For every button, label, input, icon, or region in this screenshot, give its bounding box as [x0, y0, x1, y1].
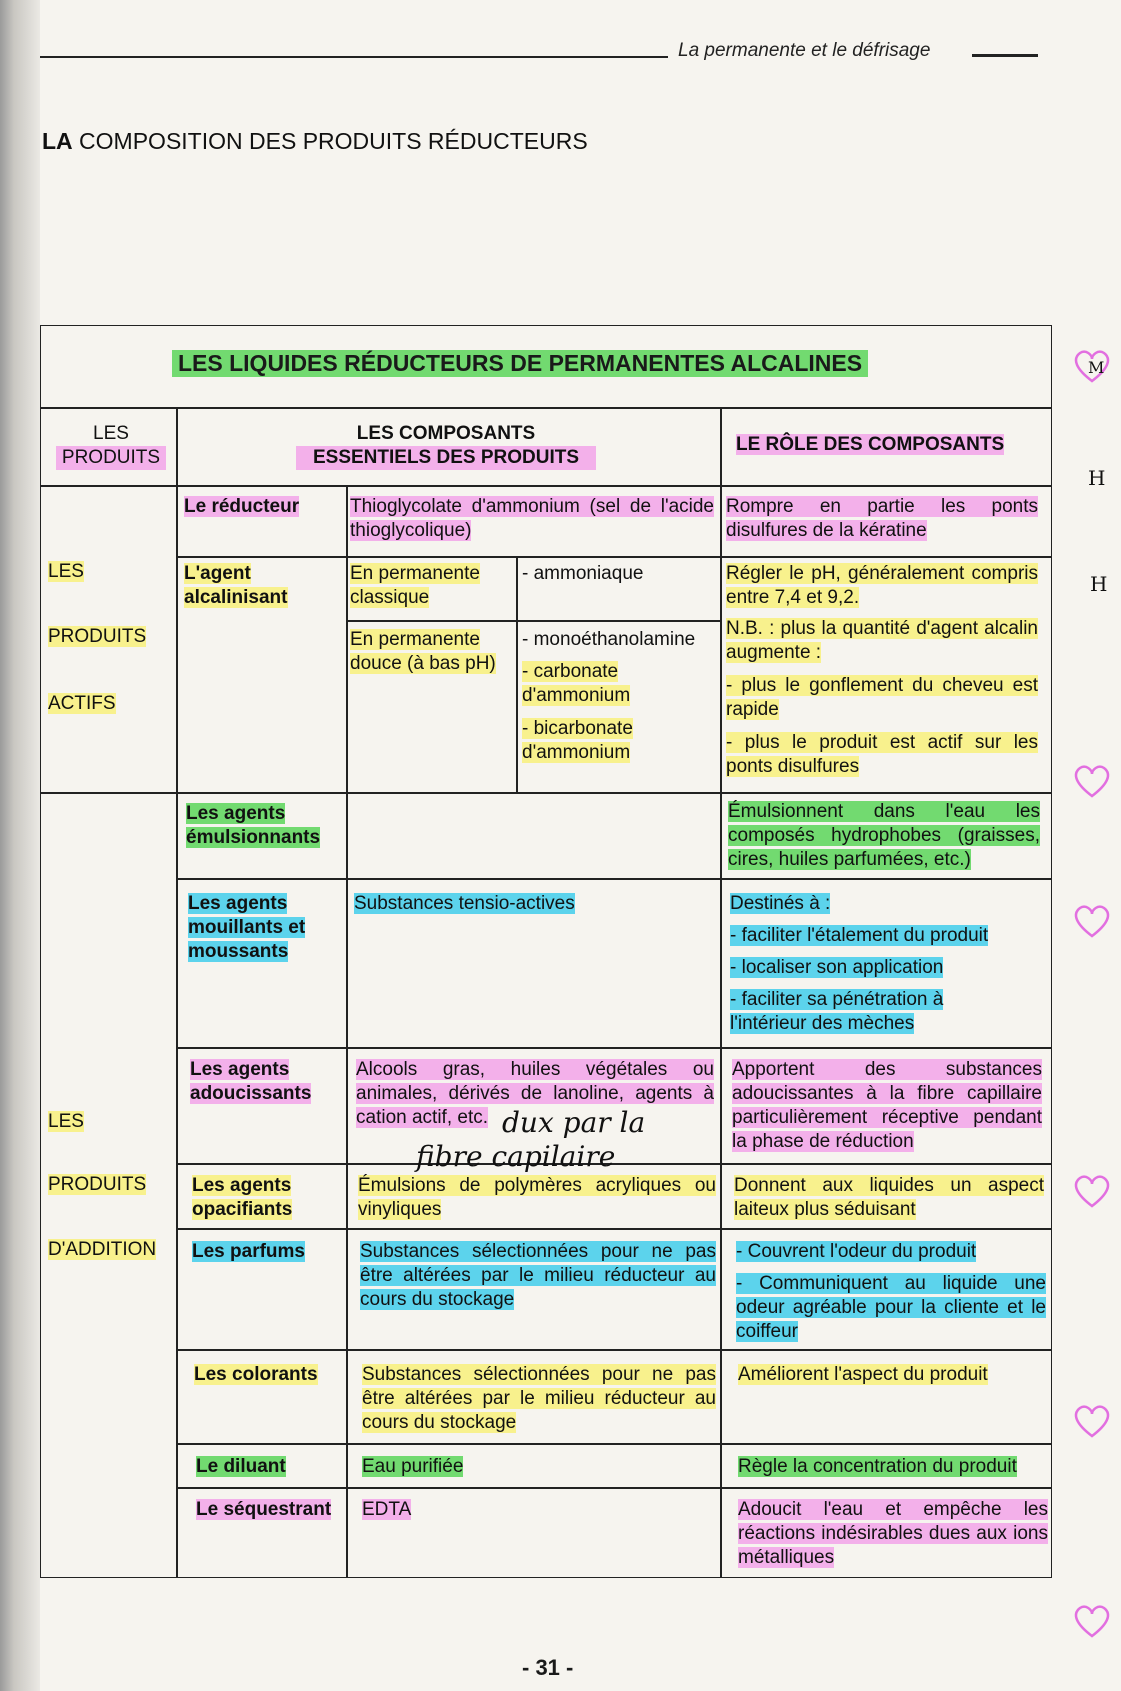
section-title: [42, 128, 588, 155]
heart-doodle-icon: [1072, 900, 1112, 940]
row-parfums-role1: - Couvrent l'odeur du produit: [736, 1241, 977, 1262]
row-mouillants-role3: - faciliter sa pénétration à l'intérieur des mèches: [730, 989, 944, 1034]
handwritten-note-2: fibre capilaire: [416, 1140, 616, 1173]
row-alcalinisant-douce: En permanente douce (à bas pH): [350, 629, 496, 674]
section-title-prefix: LA: [42, 128, 73, 154]
heart-doodle-icon: [1072, 1400, 1112, 1440]
row-reducteur-composant: Thioglycolate d'ammonium (sel de l'acide thioglycolique): [350, 496, 714, 541]
row-parfums-composant: Substances sélectionnées pour ne pas être altérées par le milieu réducteur au cours du stockage: [360, 1241, 716, 1310]
margin-mark-1: M: [1088, 358, 1105, 377]
group-actifs-3: ACTIFS: [48, 693, 116, 714]
row-sequestrant-name: Le séquestrant: [196, 1499, 332, 1520]
heart-doodle-icon: [1072, 760, 1112, 800]
col-line-sub: [516, 556, 518, 792]
row-alcalinisant-classique-sub: - ammoniaque: [522, 563, 644, 584]
row-sequestrant-role: Adoucit l'eau et empêche les réactions indésirables dues aux ions métalliques: [738, 1499, 1048, 1568]
heart-doodle-icon: [1072, 1170, 1112, 1210]
row-mouillants-composant: Substances tensio-actives: [354, 893, 575, 914]
row-emulsionnants-role: Émulsionnent dans l'eau les composés hydrophobes (graisses, cires, huiles parfumées, etc.): [728, 801, 1040, 870]
row-alcalinisant-douce-sub1: - monoéthanolamine: [522, 629, 696, 650]
row-line-1: [176, 556, 1052, 558]
row-line-3: [176, 878, 1052, 880]
row-alcalinisant-douce-sub2: - carbonate d'ammonium: [522, 661, 631, 706]
row-line-6: [176, 1228, 1052, 1230]
header-composants-line1: LES COMPOSANTS: [356, 423, 536, 444]
section-title-text: COMPOSITION DES PRODUITS RÉDUCTEURS: [72, 128, 588, 154]
row-parfums-role2: - Communiquent au liquide une odeur agréable pour la cliente et le coiffeur: [736, 1273, 1046, 1342]
row-sequestrant-composant: EDTA: [362, 1499, 412, 1520]
row-colorants-composant: Substances sélectionnées pour ne pas être altérées par le milieu réducteur au cours du stockage: [362, 1364, 716, 1433]
row-mouillants-role-intro: Destinés à :: [730, 893, 831, 914]
header-composants-line2: ESSENTIELS DES PRODUITS: [296, 446, 596, 470]
row-alcalinisant-role1: Régler le pH, généralement compris entre 7,4 et 9,2.: [726, 563, 1038, 608]
row-adoucissants-composant: Alcools gras, huiles végétales ou animales, dérivés de lanoline, agents à cation actif, etc.: [356, 1059, 714, 1128]
header-role: [736, 433, 1036, 457]
row-reducteur-role: Rompre en partie les ponts disulfures de la kératine: [726, 496, 1038, 541]
group-addition-1: LES: [48, 1111, 84, 1132]
row-opacifiants-name: Les agents opacifiants: [192, 1175, 293, 1220]
table-banner: LES LIQUIDES RÉDUCTEURS DE PERMANENTES ALCALINES: [172, 350, 868, 377]
col-line-1: [176, 407, 178, 1578]
row-diluant-role: Règle la concentration du produit: [738, 1456, 1017, 1477]
row-alcalinisant-role2: N.B. : plus la quantité d'agent alcalin augmente :: [726, 618, 1038, 663]
book-binding-shadow: [0, 0, 40, 1691]
row-line-8: [176, 1443, 1052, 1445]
row-line-sub: [346, 620, 720, 622]
margin-mark-2: H: [1088, 466, 1106, 490]
header-produits-line2: PRODUITS: [56, 446, 166, 470]
row-colorants-name: Les colorants: [194, 1364, 318, 1385]
margin-mark-3: H: [1090, 572, 1108, 596]
row-colorants-role: Améliorent l'aspect du produit: [738, 1364, 988, 1385]
row-alcalinisant-douce-sub3: - bicarbonate d'ammonium: [522, 718, 633, 763]
row-opacifiants-role: Donnent aux liquides un aspect laiteux plus séduisant: [734, 1175, 1044, 1220]
header-composants: [296, 422, 596, 470]
running-title: La permanente et le défrisage: [678, 40, 931, 61]
group-actifs-1: LES: [48, 561, 84, 582]
row-mouillants-name: Les agents mouillants et moussants: [188, 893, 306, 962]
group-addition-3: D'ADDITION: [48, 1239, 157, 1260]
row-diluant-name: Le diluant: [196, 1456, 286, 1477]
handwritten-note-1: dux par la: [502, 1106, 646, 1139]
row-line-7: [176, 1349, 1052, 1351]
header-role-text: LE RÔLE DES COMPOSANTS: [736, 434, 1005, 455]
row-alcalinisant-role3: - plus le gonflement du cheveu est rapide: [726, 675, 1038, 720]
page-number: - 31 -: [522, 1655, 574, 1680]
heart-doodle-icon: [1072, 1600, 1112, 1640]
row-emulsionnants-name: Les agents émulsionnants: [186, 803, 321, 848]
row-line-2: [40, 792, 1052, 794]
row-alcalinisant-name: L'agent alcalinisant: [184, 563, 288, 608]
header-produits: [56, 422, 166, 470]
row-adoucissants-role: Apportent des substances adoucissantes à la fibre capillaire particulièrement réceptive pendant la phase de réduction: [732, 1059, 1042, 1152]
col-line-3: [720, 407, 722, 1578]
row-line-banner: [40, 407, 1052, 409]
row-reducteur-name: Le réducteur: [184, 496, 300, 517]
group-addition-2: PRODUITS: [48, 1174, 147, 1195]
row-line-header: [40, 485, 1052, 487]
row-mouillants-role2: - localiser son application: [730, 957, 944, 978]
row-opacifiants-composant: Émulsions de polymères acryliques ou vinyliques: [358, 1175, 716, 1220]
row-line-4: [176, 1047, 1052, 1049]
row-mouillants-role1: - faciliter l'étalement du produit: [730, 925, 989, 946]
header-rule-right: [972, 54, 1038, 57]
row-line-9: [176, 1487, 1052, 1489]
header-produits-line1: LES: [93, 423, 129, 444]
group-actifs-2: PRODUITS: [48, 626, 147, 647]
header-rule: [40, 56, 668, 58]
row-alcalinisant-role4: - plus le produit est actif sur les ponts disulfures: [726, 732, 1038, 777]
row-adoucissants-name: Les agents adoucissants: [190, 1059, 312, 1104]
row-parfums-name: Les parfums: [192, 1241, 305, 1262]
row-diluant-composant: Eau purifiée: [362, 1456, 464, 1477]
col-line-2: [346, 485, 348, 1578]
row-alcalinisant-classique: En permanente classique: [350, 563, 480, 608]
